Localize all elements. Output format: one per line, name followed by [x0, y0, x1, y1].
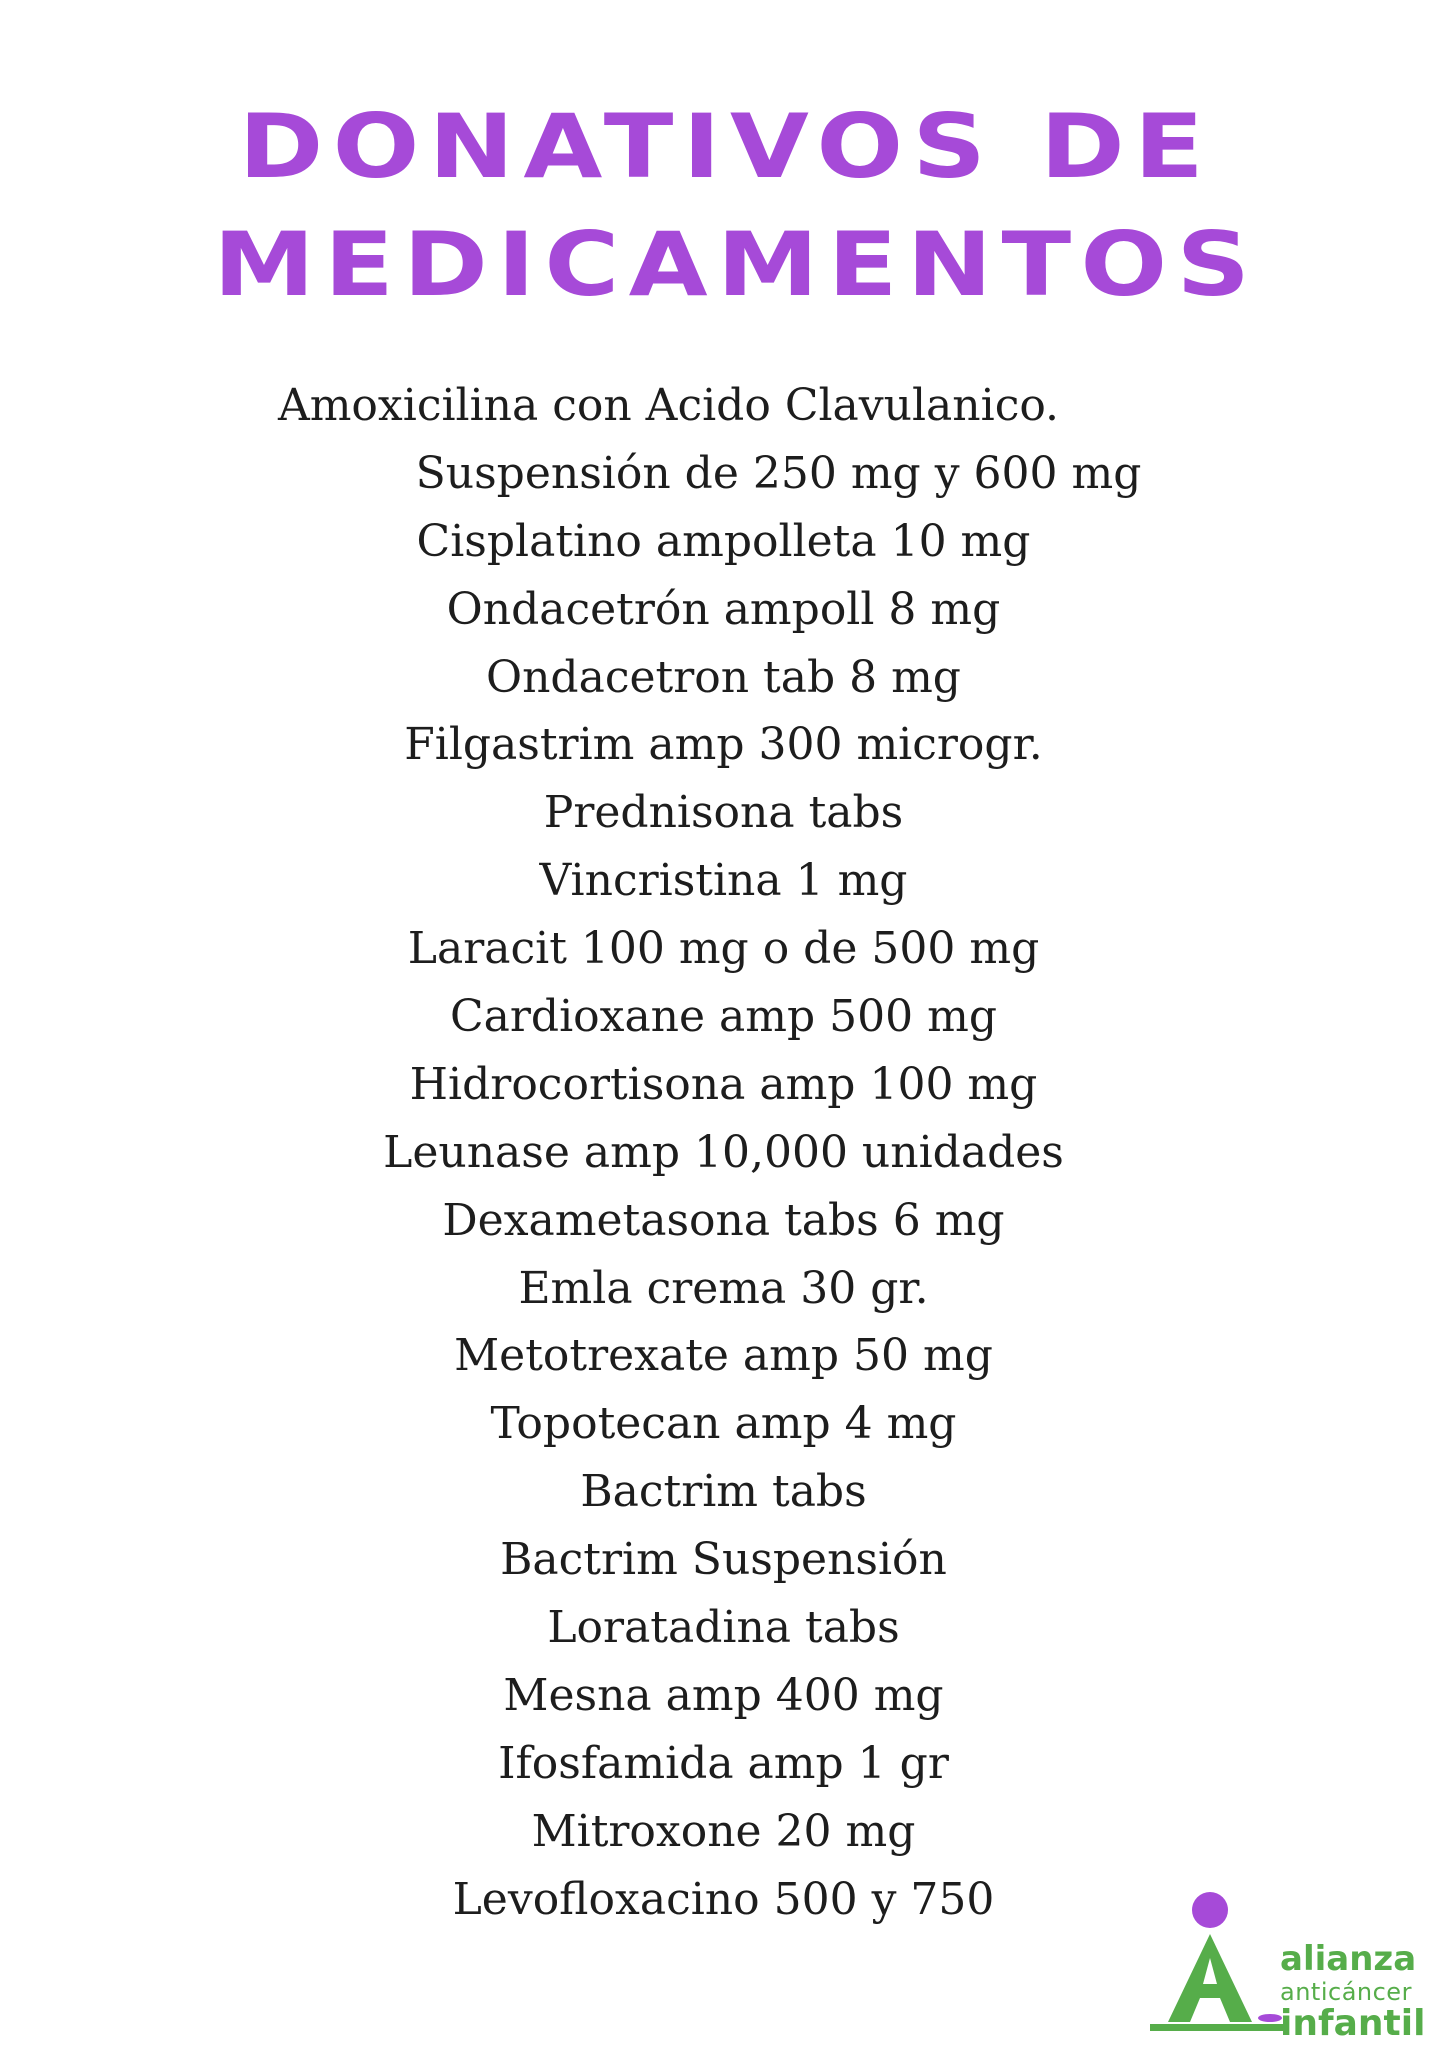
list-item: Cardioxane amp 500 mg	[449, 991, 998, 1043]
title-line-1: DONATIVOS DE	[238, 95, 1214, 198]
logo-word-alianza: alianza	[1280, 1939, 1417, 1979]
page-title	[0, 88, 1447, 324]
list-item: Loratadina tabs	[547, 1602, 900, 1654]
list-item: Ifosfamida amp 1 gr	[498, 1737, 949, 1789]
list-item: Bactrim Suspensión	[500, 1534, 947, 1586]
list-item: Suspensión de 250 mg y 600 mg	[415, 447, 1142, 499]
list-item: Leunase amp 10,000 unidades	[383, 1126, 1064, 1178]
list-item: Levofloxacino 500 y 750	[452, 1873, 995, 1925]
list-item: Mesna amp 400 mg	[503, 1669, 944, 1721]
logo-word-anticancer: anticáncer	[1280, 1978, 1412, 2006]
list-item: Laracit 100 mg o de 500 mg	[407, 923, 1040, 975]
logo-base-shadow	[1258, 2014, 1282, 2022]
list-item: Mitroxone 20 mg	[531, 1805, 916, 1857]
list-item: Topotecan amp 4 mg	[490, 1398, 957, 1450]
logo-wordmark	[1280, 1939, 1426, 2044]
list-item: Filgastrim amp 300 microgr.	[404, 719, 1043, 771]
logo-figure-icon	[1148, 1890, 1288, 2040]
alianza-logo	[1148, 1890, 1447, 2044]
title-line-2: MEDICAMENTOS	[213, 213, 1260, 316]
medication-list	[0, 372, 1447, 1933]
list-item: Ondacetron tab 8 mg	[486, 651, 961, 703]
list-item: Ondacetrón ampoll 8 mg	[446, 583, 1001, 635]
list-item: Amoxicilina con Acido Clavulanico.	[277, 380, 1060, 431]
list-item: Dexametasona tabs 6 mg	[442, 1194, 1005, 1246]
list-item: Emla crema 30 gr.	[518, 1262, 929, 1314]
list-item: Vincristina 1 mg	[539, 855, 908, 907]
logo-base-bar	[1150, 2024, 1286, 2031]
logo-word-infantil: infantil	[1280, 2003, 1426, 2044]
logo-head-dot	[1192, 1892, 1228, 1928]
list-item: Hidrocortisona amp 100 mg	[409, 1058, 1038, 1110]
list-item: Prednisona tabs	[543, 787, 904, 839]
list-item: Bactrim tabs	[580, 1466, 867, 1518]
list-item: Metotrexate amp 50 mg	[454, 1330, 993, 1382]
list-item: Cisplatino ampolleta 10 mg	[416, 515, 1031, 567]
